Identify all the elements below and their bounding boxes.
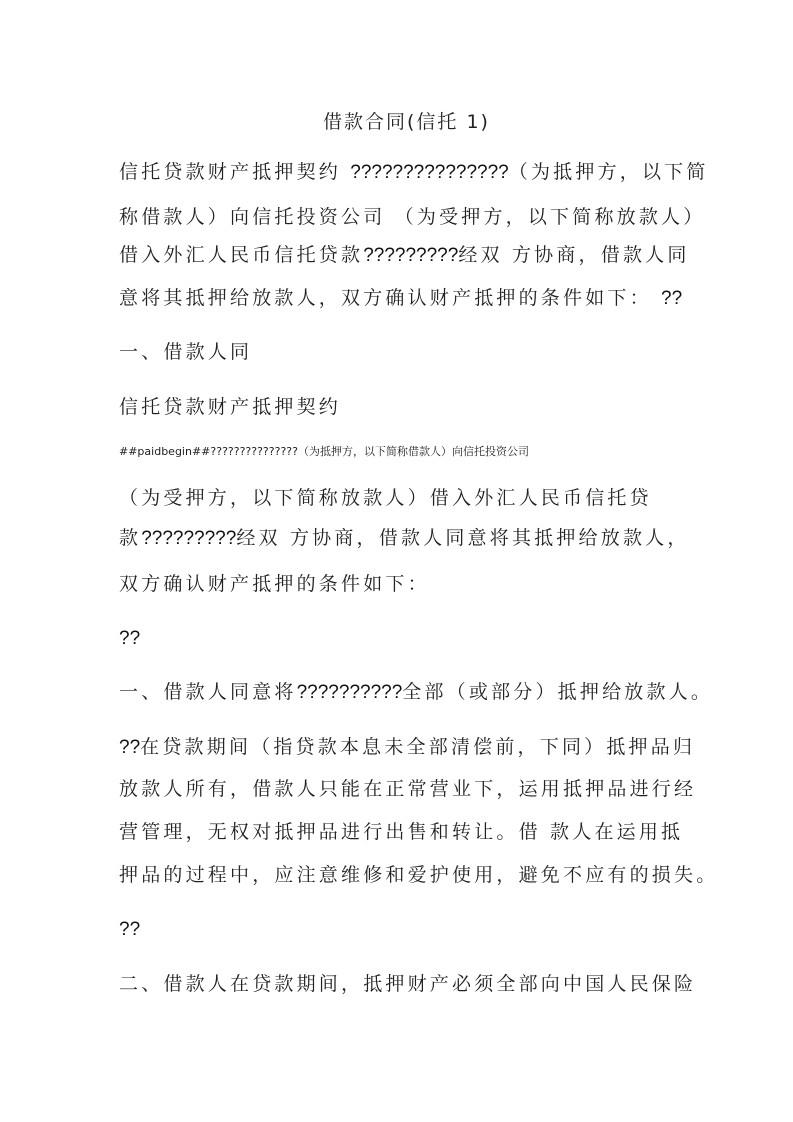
- paragraph-line: [119, 823, 683, 842]
- clause-line: [119, 683, 713, 702]
- placeholder-marks: ??: [661, 288, 683, 309]
- text-run: 款: [119, 527, 142, 549]
- section-heading: 一、借款人同: [119, 341, 253, 363]
- text-run: 借入外汇人民币信托贷款: [119, 244, 364, 266]
- text-run: 意将其抵押给放款人，双方确认财产抵押的条件如下：: [119, 287, 662, 309]
- section-subtitle: 信托贷款财产抵押契约: [119, 396, 342, 418]
- placeholder-marks: ??????????: [296, 682, 403, 703]
- placeholder-marks: ?????????: [141, 528, 237, 549]
- placeholder-marks: ???????????????: [350, 162, 509, 183]
- placeholder-marks: ??: [119, 628, 141, 649]
- text-run: 双方确认财产抵押的条件如下：: [119, 573, 430, 595]
- text-run: 全部（或部分）抵押给放款人。: [402, 681, 714, 703]
- text-run: 一、借款人同意将: [119, 681, 297, 703]
- placeholder-marks: ?????????: [363, 245, 459, 266]
- text-run: 在贷款期间（指贷款本息未全部清偿前，下同）抵押品归: [140, 736, 696, 758]
- text-run: 营管理，无权对抵押品进行出售和转让。借 款人在运用抵: [119, 821, 684, 843]
- clause-line: 二、借款人在贷款期间，抵押财产必须全部向中国人民保险: [119, 973, 697, 995]
- paragraph-line: [119, 575, 430, 594]
- text-run: 放款人所有，借款人只能在正常营业下，运用抵押品进行经: [119, 778, 697, 800]
- text-run: 经双 方协商，借款人同: [458, 244, 690, 266]
- text-run: （为抵押方，以下简: [508, 161, 709, 183]
- paragraph-line: [119, 738, 695, 757]
- paragraph-line: [119, 780, 696, 799]
- placeholder-marks: ??: [119, 919, 141, 940]
- text-run: 押品的过程中，应注意维修和爱护使用，避免不应有的损失。: [119, 864, 719, 886]
- text-run: （为受押方，以下简称放款人）借入外汇人民币信托贷: [119, 487, 652, 509]
- paragraph-line: [119, 866, 718, 885]
- text-run: 经双 方协商，借款人同意将其抵押给放款人，: [236, 527, 690, 549]
- paragraph-line: [119, 208, 705, 227]
- text-run: 称借款人）向信托投资公司 （为受押方，以下简称放款人）: [119, 206, 706, 228]
- paragraph-line: [119, 489, 652, 508]
- paragraph-line: [119, 529, 690, 548]
- paragraph-line: [119, 163, 709, 182]
- text-run: 信托贷款财产抵押契约: [119, 161, 351, 183]
- paragraph-line: [119, 289, 682, 308]
- placeholder-marks: ??: [119, 737, 141, 758]
- paidbegin-line: ##paidbegin##???????????????（为抵押方，以下简称借款人）向信托投资公司: [119, 445, 529, 458]
- paragraph-line: [119, 246, 690, 265]
- document-title: 借款合同(信托 1): [323, 111, 490, 133]
